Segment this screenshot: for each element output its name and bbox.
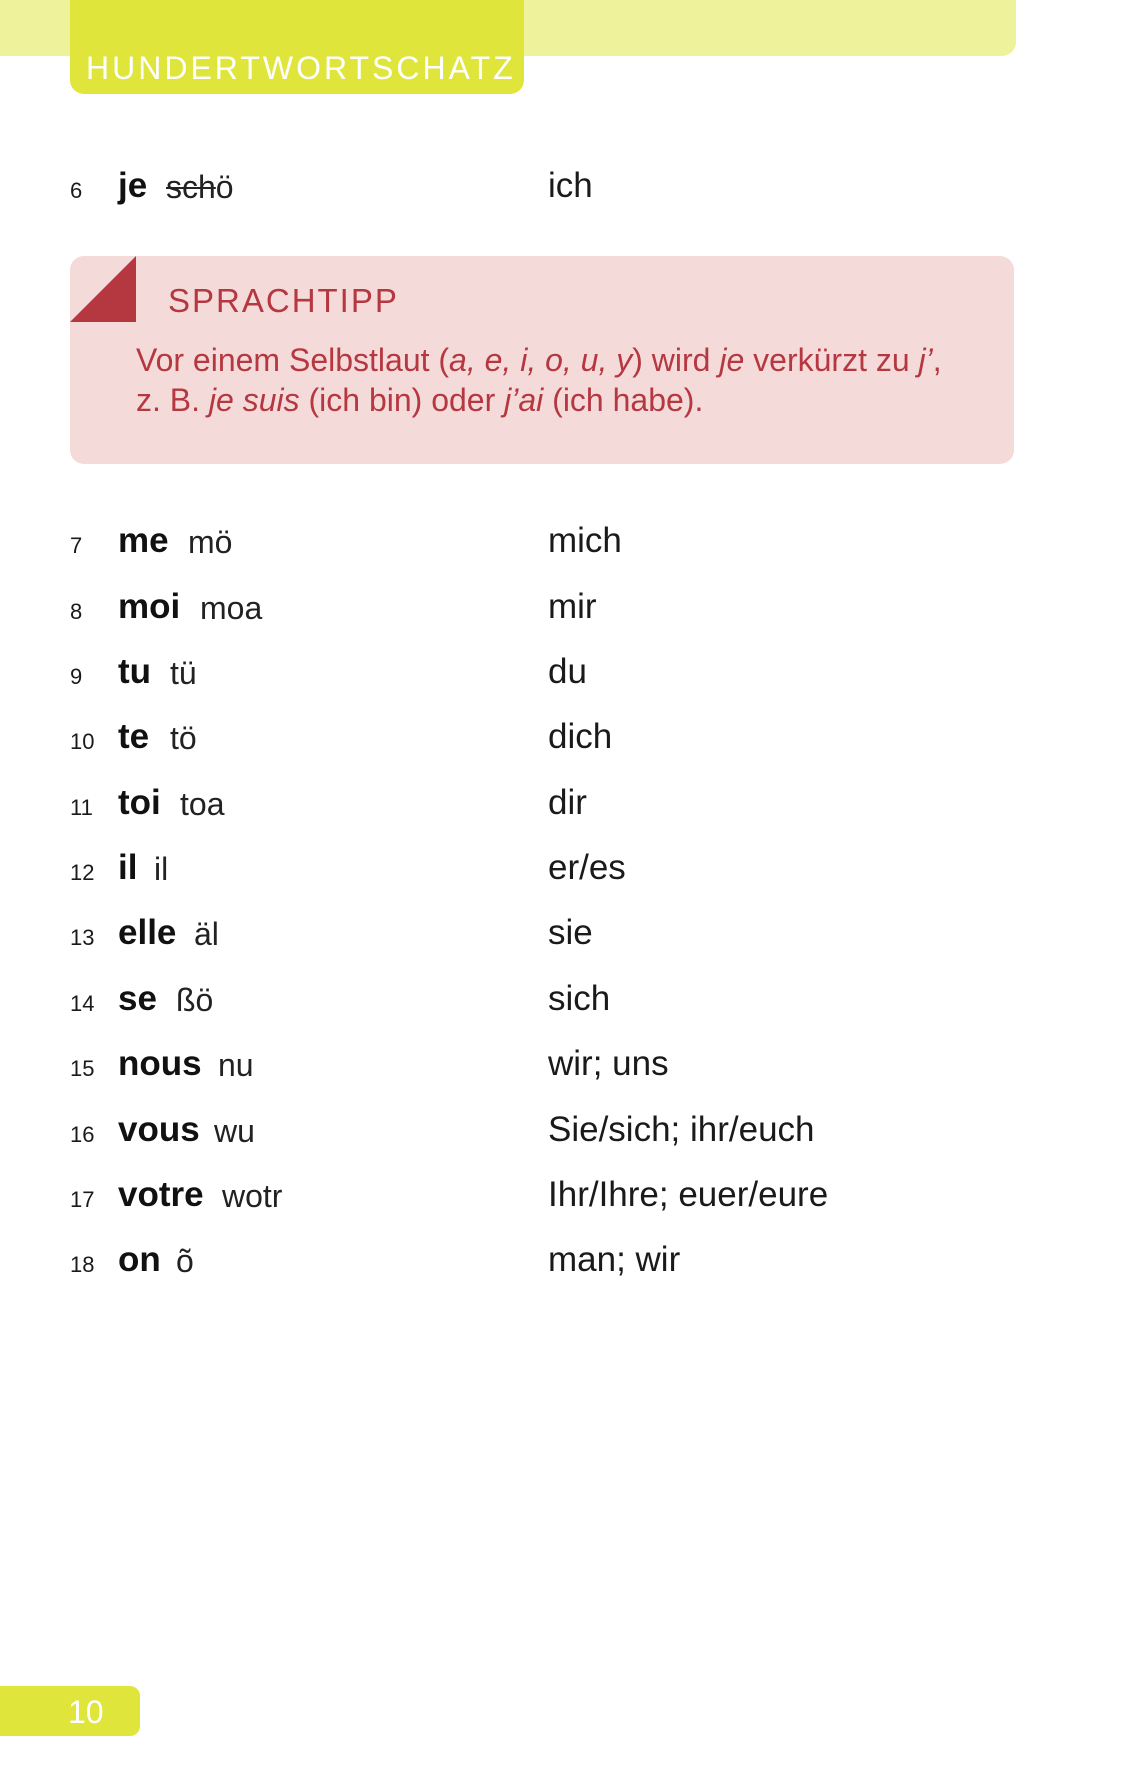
- entry-number: 17: [70, 1187, 95, 1212]
- entry-number: 8: [70, 599, 83, 624]
- entry-number: 15: [70, 1056, 95, 1081]
- entry-number: 18: [70, 1252, 95, 1277]
- tip-text: (ich bin) oder: [299, 382, 505, 418]
- vocab-row: [0, 1044, 1134, 1094]
- tip-text: verkürzt zu: [744, 342, 919, 378]
- vocab-row: [0, 652, 1134, 702]
- entry-word: moi: [118, 587, 181, 626]
- entry-word: il: [118, 848, 138, 887]
- entry-meaning: ich: [548, 166, 593, 205]
- entry-meaning: du: [548, 652, 587, 691]
- entry-pronunciation: wotr: [222, 1178, 283, 1214]
- entry-number: 7: [70, 533, 83, 558]
- vocab-row: [0, 1240, 1134, 1290]
- entry-meaning: sich: [548, 979, 611, 1018]
- entry-meaning: mich: [548, 521, 622, 560]
- entry-meaning: Sie/sich; ihr/euch: [548, 1110, 815, 1149]
- vocab-row: [0, 521, 1134, 571]
- entry-word: je: [118, 166, 148, 205]
- tip-italic: je suis: [208, 382, 300, 418]
- entry-meaning: mir: [548, 587, 597, 626]
- entry-meaning: er/es: [548, 848, 626, 887]
- entry-word: nous: [118, 1044, 202, 1083]
- entry-pronunciation: ßö: [176, 982, 214, 1018]
- entry-meaning: Ihr/Ihre; euer/eure: [548, 1175, 829, 1214]
- entry-word: votre: [118, 1175, 204, 1214]
- section-label: HUNDERTWORTSCHATZ: [86, 50, 516, 86]
- entry-word: tu: [118, 652, 152, 691]
- entry-pronunciation: il: [154, 851, 169, 887]
- entry-number: 10: [70, 729, 95, 754]
- entry-pronunciation: tö: [170, 720, 197, 756]
- tip-text: (ich habe).: [543, 382, 704, 418]
- entry-word: elle: [118, 913, 177, 952]
- section-tab: [70, 0, 524, 94]
- tip-text: Vor einem Selbstlaut (: [136, 342, 450, 378]
- vocab-row: [0, 783, 1134, 833]
- tip-italic: a, e, i, o, u, y: [449, 342, 633, 378]
- entry-meaning: man; wir: [548, 1240, 681, 1279]
- entry-word: toi: [118, 783, 161, 822]
- entry-pronunciation: tü: [170, 655, 197, 691]
- entry-pronunciation: äl: [194, 916, 219, 952]
- entry-word: te: [118, 717, 150, 756]
- tip-corner: [70, 256, 136, 322]
- entry-word: on: [118, 1240, 161, 1279]
- entry-pronunciation: toa: [180, 786, 225, 822]
- vocab-row: [0, 166, 1134, 216]
- tip-italic: j’: [918, 342, 933, 378]
- entry-meaning: dir: [548, 783, 587, 822]
- pronunciation-struck: sch: [166, 169, 216, 205]
- entry-meaning: wir; uns: [548, 1044, 669, 1083]
- pronunciation-rest: ö: [215, 169, 234, 205]
- entry-word: vous: [118, 1110, 200, 1149]
- vocab-row: [0, 587, 1134, 637]
- vocab-row: [0, 848, 1134, 898]
- entry-number: 11: [70, 795, 93, 820]
- entry-pronunciation: nu: [218, 1047, 254, 1083]
- vocab-row: [0, 1110, 1134, 1160]
- entry-number: 16: [70, 1122, 95, 1147]
- tip-text: ) wird: [632, 342, 720, 378]
- vocab-row: [0, 979, 1134, 1029]
- entry-meaning: sie: [548, 913, 593, 952]
- entry-number: 13: [70, 925, 95, 950]
- entry-number: 14: [70, 991, 95, 1016]
- page-number: 10: [68, 1694, 104, 1730]
- entry-number: 12: [70, 860, 95, 885]
- entry-meaning: dich: [548, 717, 613, 756]
- entry-pronunciation: mö: [188, 524, 233, 560]
- entry-number: 9: [70, 664, 83, 689]
- vocab-row: [0, 913, 1134, 963]
- entry-pronunciation: [166, 169, 234, 206]
- vocab-row: [0, 1175, 1134, 1225]
- tip-title: SPRACHTIPP: [168, 282, 399, 319]
- tip-text: ,: [932, 342, 942, 378]
- tip-line-1: [136, 342, 942, 379]
- entry-pronunciation: õ: [176, 1243, 194, 1279]
- entry-pronunciation: wu: [214, 1113, 255, 1149]
- entry-number: 6: [70, 178, 83, 203]
- tip-italic: je: [719, 342, 745, 378]
- page-number-tab: [0, 1686, 140, 1736]
- tip-italic: j’ai: [504, 382, 544, 418]
- entry-word: me: [118, 521, 169, 560]
- tip-line-2: [136, 382, 703, 419]
- vocab-row: [0, 717, 1134, 767]
- entry-word: se: [118, 979, 157, 1018]
- entry-pronunciation: moa: [200, 590, 263, 626]
- tip-text: z. B.: [136, 382, 209, 418]
